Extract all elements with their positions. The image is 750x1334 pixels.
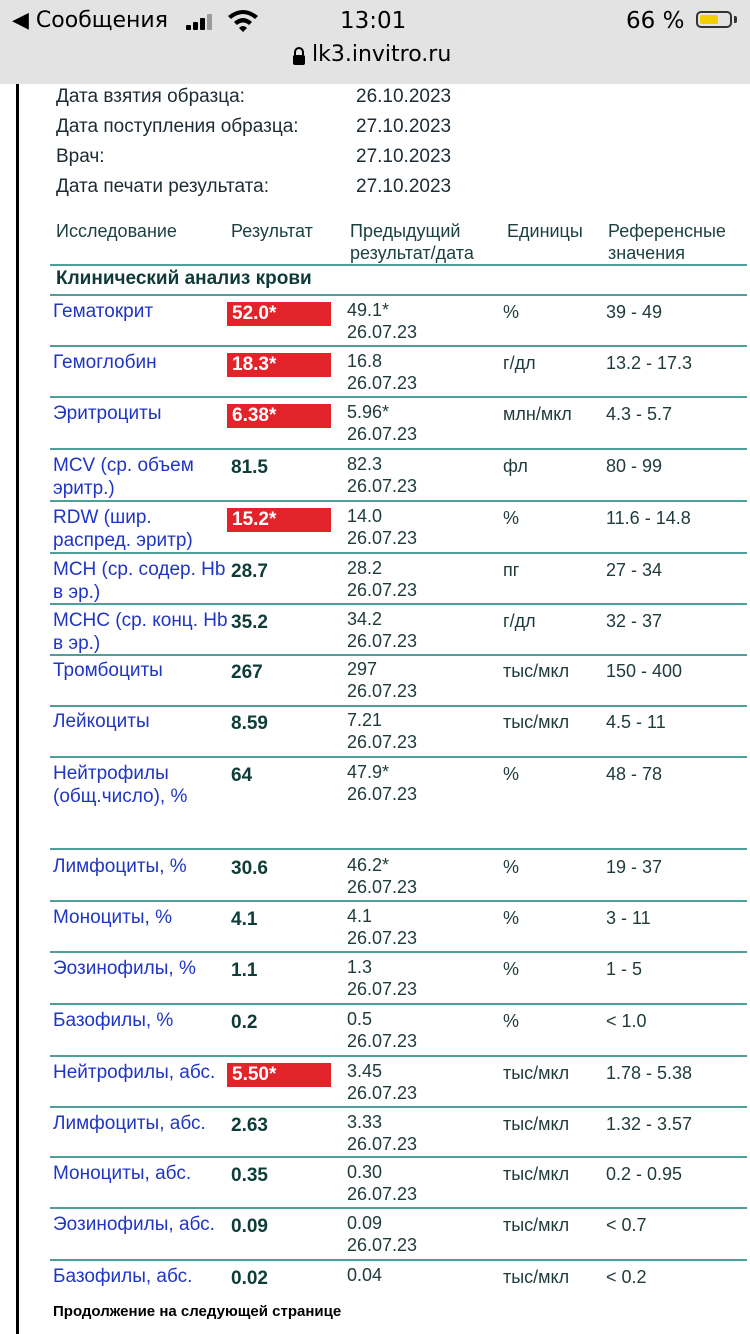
previous-result: 34.2 xyxy=(347,609,383,629)
previous-date: 26.07.23 xyxy=(347,424,418,444)
status-bar xyxy=(0,0,750,84)
meta-value: 26.10.2023 xyxy=(356,86,452,107)
result-value: 35.2 xyxy=(231,612,268,633)
previous-date: 26.07.23 xyxy=(347,1184,418,1204)
url-text: lk3.invitro.ru xyxy=(312,42,452,67)
test-name-link[interactable]: RDW (шир. распред. эритр) xyxy=(53,507,193,551)
previous-date: 26.07.23 xyxy=(347,322,418,342)
previous-result: 3.33 xyxy=(347,1112,383,1132)
reference-range: 39 - 49 xyxy=(606,302,663,322)
result-value-flagged: 5.50* xyxy=(227,1063,331,1087)
unit: % xyxy=(503,959,520,979)
previous-date: 26.07.23 xyxy=(347,732,418,752)
test-name-link[interactable]: Лейкоциты xyxy=(53,711,150,732)
result-value: 1.1 xyxy=(231,960,258,981)
previous-date: 26.07.23 xyxy=(347,580,418,600)
test-name-link[interactable]: Моноциты, % xyxy=(53,907,172,928)
row-divider xyxy=(50,951,747,953)
reference-range: 4.3 - 5.7 xyxy=(606,404,673,424)
meta-label: Врач: xyxy=(56,146,105,167)
column-header-study: Исследование xyxy=(56,221,177,241)
test-name-link[interactable]: MCH (ср. содер. Hb в эр.) xyxy=(53,559,226,603)
previous-date: 26.07.23 xyxy=(347,928,418,948)
unit: млн/мкл xyxy=(503,404,572,424)
test-name-link[interactable]: Гемоглобин xyxy=(53,352,157,373)
row-divider xyxy=(50,345,747,347)
row-divider xyxy=(50,552,747,554)
page-left-border xyxy=(16,84,19,1334)
result-value: 28.7 xyxy=(231,561,268,582)
reference-range: 32 - 37 xyxy=(606,611,663,631)
unit: % xyxy=(503,764,520,784)
reference-range: 0.2 - 0.95 xyxy=(606,1164,683,1184)
previous-date: 26.07.23 xyxy=(347,631,418,651)
test-name-link[interactable]: Нейтрофилы, абс. xyxy=(53,1062,216,1083)
previous-date: 26.07.23 xyxy=(347,1083,418,1103)
column-header-units: Единицы xyxy=(507,221,583,241)
reference-range: < 0.7 xyxy=(606,1215,647,1235)
test-name-link[interactable]: Базофилы, абс. xyxy=(53,1266,193,1287)
battery-level-fill xyxy=(700,15,718,24)
previous-date: 26.07.23 xyxy=(347,476,418,496)
column-header-previous: Предыдущий результат/дата xyxy=(350,221,474,263)
test-name-link[interactable]: Эозинофилы, % xyxy=(53,958,196,979)
previous-date: 26.07.23 xyxy=(347,528,418,548)
test-name-link[interactable]: Тромбоциты xyxy=(53,660,163,681)
unit: г/дл xyxy=(503,353,536,373)
test-name-link[interactable]: Нейтрофилы (общ.число), % xyxy=(53,763,188,807)
result-value: 267 xyxy=(231,662,263,683)
result-value: 4.1 xyxy=(231,909,258,930)
row-divider xyxy=(50,756,747,758)
previous-result: 5.96* xyxy=(347,402,390,422)
reference-range: 48 - 78 xyxy=(606,764,663,784)
previous-result: 0.30 xyxy=(347,1162,383,1182)
clock-time: 13:01 xyxy=(340,8,407,34)
row-divider xyxy=(50,705,747,707)
reference-range: 27 - 34 xyxy=(606,560,663,580)
result-value-flagged: 18.3* xyxy=(227,353,331,377)
cellular-signal-icon xyxy=(186,14,220,30)
unit: тыс/мкл xyxy=(503,1114,570,1134)
reference-range: 1.78 - 5.38 xyxy=(606,1063,693,1083)
test-name-link[interactable]: Лимфоциты, абс. xyxy=(53,1113,206,1134)
result-value: 8.59 xyxy=(231,713,268,734)
back-to-messages-button[interactable]: ◀ Сообщения xyxy=(12,8,168,33)
test-name-link[interactable]: Эритроциты xyxy=(53,403,162,424)
previous-result: 0.04 xyxy=(347,1265,383,1285)
row-divider xyxy=(50,654,747,656)
previous-date: 26.07.23 xyxy=(347,373,418,393)
column-header-reference: Референсные значения xyxy=(608,221,726,263)
meta-label: Дата печати результата: xyxy=(56,176,269,197)
unit: тыс/мкл xyxy=(503,1063,570,1083)
continuation-note: Продолжение на следующей странице xyxy=(53,1303,342,1320)
previous-result: 47.9* xyxy=(347,762,390,782)
result-value-flagged: 15.2* xyxy=(227,508,331,532)
unit: тыс/мкл xyxy=(503,1215,570,1235)
section-rule-top xyxy=(50,264,747,266)
previous-result: 14.0 xyxy=(347,506,383,526)
row-divider xyxy=(50,848,747,850)
reference-range: 13.2 - 17.3 xyxy=(606,353,693,373)
reference-range: 11.6 - 14.8 xyxy=(606,508,691,528)
previous-result: 16.8 xyxy=(347,351,383,371)
meta-value: 27.10.2023 xyxy=(356,176,452,197)
test-name-link[interactable]: Гематокрит xyxy=(53,301,154,322)
unit: тыс/мкл xyxy=(503,712,570,732)
battery-tip xyxy=(734,16,737,23)
row-divider xyxy=(50,500,747,502)
column-header-result: Результат xyxy=(231,221,313,241)
section-title: Клинический анализ крови xyxy=(56,268,312,289)
reference-range: 3 - 11 xyxy=(606,908,651,928)
unit: % xyxy=(503,857,520,877)
reference-range: 1.32 - 3.57 xyxy=(606,1114,693,1134)
meta-label: Дата взятия образца: xyxy=(56,86,245,107)
result-value: 81.5 xyxy=(231,457,268,478)
row-divider xyxy=(50,603,747,605)
row-divider xyxy=(50,1207,747,1209)
unit: % xyxy=(503,908,520,928)
row-divider xyxy=(50,1106,747,1108)
row-divider xyxy=(50,1003,747,1005)
row-divider xyxy=(50,1259,747,1261)
previous-date: 26.07.23 xyxy=(347,1031,418,1051)
test-name-link[interactable]: Моноциты, абс. xyxy=(53,1163,192,1184)
previous-result: 297 xyxy=(347,659,378,679)
reference-range: < 1.0 xyxy=(606,1011,647,1031)
unit: % xyxy=(503,508,520,528)
unit: тыс/мкл xyxy=(503,1267,570,1287)
reference-range: 80 - 99 xyxy=(606,456,663,476)
meta-value: 27.10.2023 xyxy=(356,146,452,167)
result-value: 0.35 xyxy=(231,1165,268,1186)
unit: тыс/мкл xyxy=(503,661,570,681)
row-divider xyxy=(50,294,747,296)
previous-date: 26.07.23 xyxy=(347,1134,418,1154)
result-value: 64 xyxy=(231,765,253,786)
row-divider xyxy=(50,448,747,450)
previous-date: 26.07.23 xyxy=(347,877,418,897)
reference-range: 4.5 - 11 xyxy=(606,712,666,732)
previous-result: 7.21 xyxy=(347,710,383,730)
previous-result: 1.3 xyxy=(347,957,373,977)
row-divider xyxy=(50,900,747,902)
test-name-link[interactable]: Лимфоциты, % xyxy=(53,856,187,877)
meta-label: Дата поступления образца: xyxy=(56,116,299,137)
row-divider xyxy=(50,1156,747,1158)
unit: фл xyxy=(503,456,528,476)
unit: тыс/мкл xyxy=(503,1164,570,1184)
previous-result: 3.45 xyxy=(347,1061,383,1081)
previous-date: 26.07.23 xyxy=(347,784,418,804)
result-value: 0.2 xyxy=(231,1012,258,1033)
row-divider xyxy=(50,396,747,398)
battery-icon xyxy=(696,11,732,28)
test-name-link[interactable]: MCHC (ср. конц. Hb в эр.) xyxy=(53,610,228,654)
result-value-flagged: 52.0* xyxy=(227,302,331,326)
wifi-icon xyxy=(226,8,260,32)
reference-range: 150 - 400 xyxy=(606,661,683,681)
test-name-link[interactable]: Базофилы, % xyxy=(53,1010,174,1031)
meta-value: 27.10.2023 xyxy=(356,116,452,137)
test-name-link[interactable]: Эозинофилы, абс. xyxy=(53,1214,215,1235)
reference-range: 1 - 5 xyxy=(606,959,643,979)
reference-range: < 0.2 xyxy=(606,1267,647,1287)
result-value: 0.09 xyxy=(231,1216,268,1237)
unit: % xyxy=(503,302,520,322)
result-value: 2.63 xyxy=(231,1115,268,1136)
previous-result: 49.1* xyxy=(347,300,390,320)
previous-result: 46.2* xyxy=(347,855,390,875)
result-value: 0.02 xyxy=(231,1268,268,1289)
previous-date: 26.07.23 xyxy=(347,979,418,999)
previous-result: 4.1 xyxy=(347,906,373,926)
reference-range: 19 - 37 xyxy=(606,857,663,877)
previous-date: 26.07.23 xyxy=(347,1235,418,1255)
row-divider xyxy=(50,1055,747,1057)
unit: г/дл xyxy=(503,611,536,631)
unit: % xyxy=(503,1011,520,1031)
result-value: 30.6 xyxy=(231,858,268,879)
test-name-link[interactable]: MCV (ср. объем эритр.) xyxy=(53,455,194,499)
previous-result: 82.3 xyxy=(347,454,383,474)
previous-result: 0.5 xyxy=(347,1009,373,1029)
address-bar[interactable] xyxy=(292,42,451,67)
previous-result: 28.2 xyxy=(347,558,383,578)
previous-result: 0.09 xyxy=(347,1213,383,1233)
battery-percent: 66 % xyxy=(626,8,685,34)
unit: пг xyxy=(503,560,520,580)
lock-icon xyxy=(292,46,306,64)
result-value-flagged: 6.38* xyxy=(227,404,331,428)
previous-date: 26.07.23 xyxy=(347,681,418,701)
